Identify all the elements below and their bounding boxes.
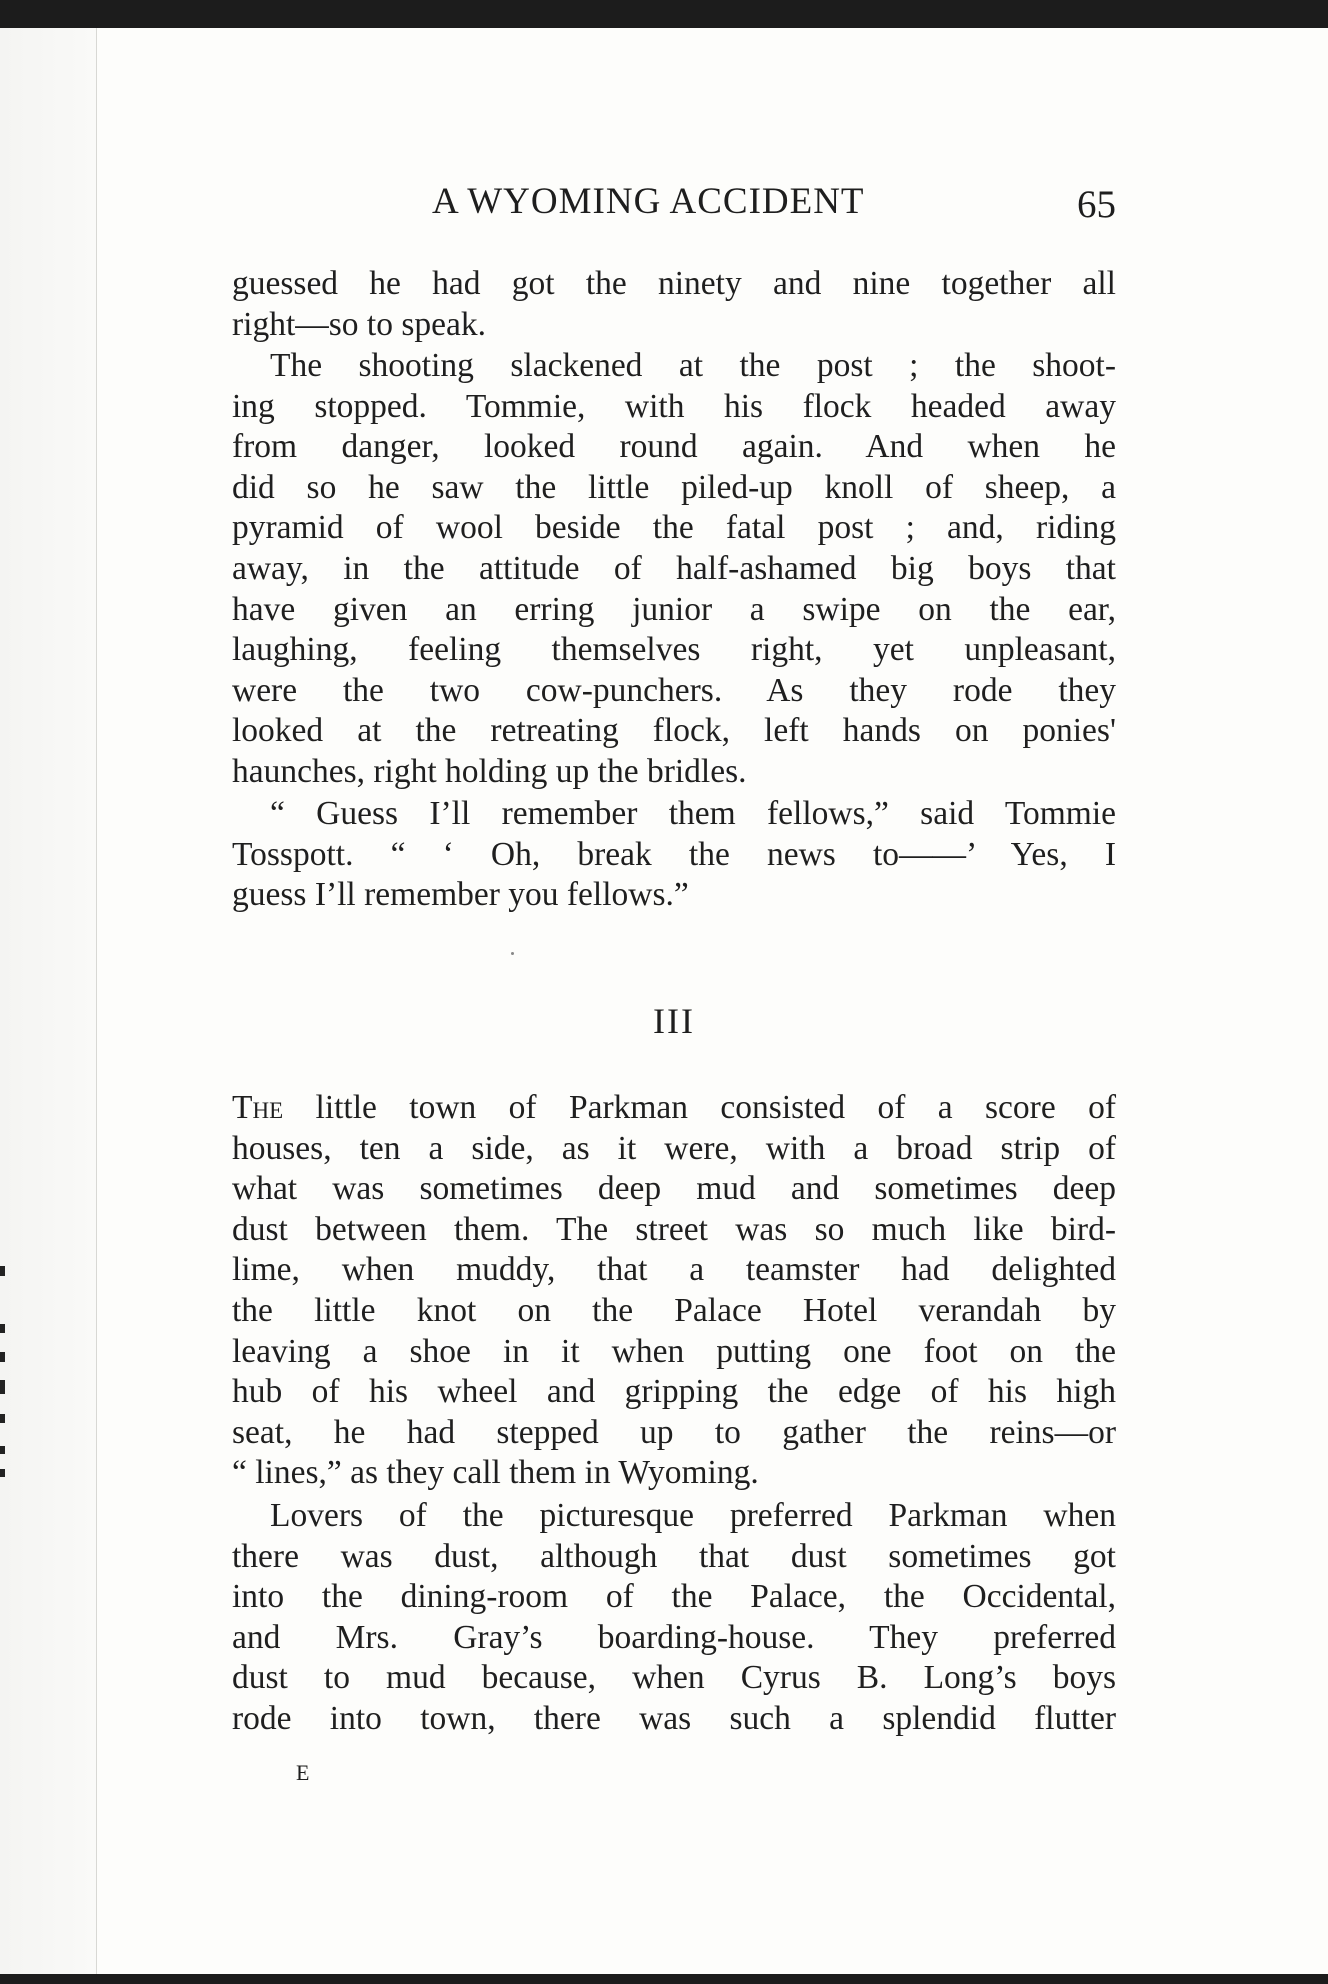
text-line: leaving a shoe in it when putting one foot on the: [232, 1332, 1116, 1370]
edge-mark: [0, 1352, 5, 1362]
edge-mark: [0, 1414, 5, 1423]
text-line: what was sometimes deep mud and sometimes deep: [232, 1170, 1116, 1208]
text-line: [232, 1088, 1116, 1129]
text-line: haunches, right holding up the bridles.: [232, 752, 747, 790]
text-line: houses, ten a side, as it were, with a broad strip of: [232, 1129, 1116, 1167]
text-line: pyramid of wool beside the fatal post ; and, riding: [232, 509, 1116, 547]
text-line: dust between them. The street was so much like bird-: [232, 1210, 1116, 1248]
text-line: right—so to speak.: [232, 305, 487, 343]
edge-mark: [0, 1446, 5, 1454]
edge-mark: [0, 1380, 5, 1394]
lead-word: The: [232, 1089, 284, 1126]
text-line: ing stopped. Tommie, with his flock headed away: [232, 387, 1116, 425]
edge-mark: [0, 1324, 5, 1333]
paragraph-tosspott-quote: [232, 794, 1116, 916]
text-line: guessed he had got the ninety and nine together all: [232, 265, 1116, 302]
running-head: A WYOMING ACCIDENT: [432, 181, 865, 222]
paragraph-continuation: [232, 264, 1116, 345]
text-line: “ Guess I’ll remember them fellows,” said Tommie: [270, 795, 1116, 832]
edge-mark: [0, 1469, 5, 1477]
text-line: the little knot on the Palace Hotel verandah by: [232, 1291, 1116, 1329]
text-line: there was dust, although that dust sometimes got: [232, 1537, 1116, 1575]
page-header: [232, 180, 1116, 240]
text-line: “ lines,” as they call them in Wyoming.: [232, 1454, 759, 1492]
text-line: Tosspott. “ ‘ Oh, break the news to——’ Yes, I: [232, 835, 1116, 873]
edge-mark: [0, 1266, 5, 1276]
text-line: Lovers of the picturesque preferred Parkman when: [270, 1497, 1116, 1534]
text-line: have given an erring junior a swipe on the ear,: [232, 590, 1116, 628]
previous-page-edge: [0, 28, 96, 1974]
text-line: into the dining-room of the Palace, the Occidental,: [232, 1578, 1116, 1616]
paragraph-picturesque: [232, 1496, 1116, 1740]
text-line: lime, when muddy, that a teamster had delighted: [232, 1251, 1116, 1289]
text-line: The shooting slackened at the post ; the shoot-: [270, 347, 1116, 384]
text-line: seat, he had stepped up to gather the reins—or: [232, 1413, 1116, 1451]
text-line: away, in the attitude of half-ashamed big boys that: [232, 549, 1116, 587]
text-line: looked at the retreating flock, left hands on ponies': [232, 712, 1116, 750]
text-fragment: little town of Parkman consisted of a score of: [283, 1089, 1116, 1126]
page-number: 65: [1077, 183, 1116, 226]
paragraph-shooting: [232, 346, 1116, 793]
text-line: laughing, feeling themselves right, yet unpleasant,: [232, 631, 1116, 669]
paragraph-parkman: [232, 1088, 1116, 1494]
text-line: were the two cow-punchers. As they rode they: [232, 671, 1116, 709]
text-line: did so he saw the little piled-up knoll of sheep, a: [232, 468, 1116, 506]
stray-mark: [511, 952, 514, 955]
text-line: from danger, looked round again. And when he: [232, 428, 1116, 466]
text-line: hub of his wheel and gripping the edge of his high: [232, 1373, 1116, 1411]
text-line: and Mrs. Gray’s boarding-house. They preferred: [232, 1618, 1116, 1656]
text-line: guess I’ll remember you fellows.”: [232, 876, 689, 914]
section-heading: III: [653, 1001, 695, 1041]
text-line: dust to mud because, when Cyrus B. Long’s boys: [232, 1659, 1116, 1697]
signature-mark: E: [296, 1760, 310, 1785]
text-line: rode into town, there was such a splendid flutter: [232, 1699, 1116, 1737]
